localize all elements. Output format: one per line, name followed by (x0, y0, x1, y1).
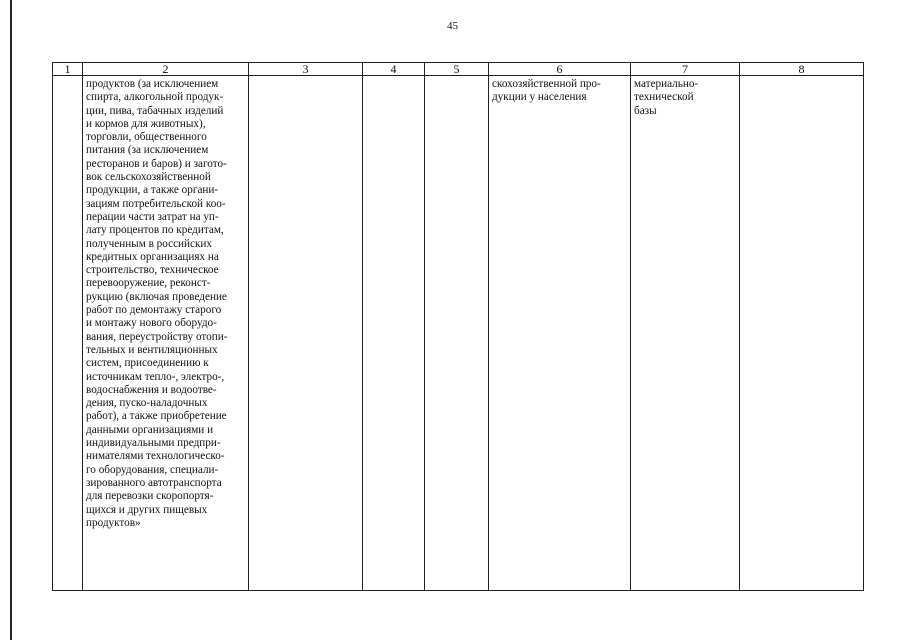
cell-col-8-text (740, 76, 863, 78)
cell-col-1-text (53, 76, 82, 78)
table-header-row (53, 63, 864, 76)
scan-edge-line (10, 0, 12, 640)
column-header-4: 4 (363, 63, 425, 76)
column-header-8: 8 (740, 63, 864, 76)
cell-col-3-text (249, 76, 362, 78)
column-header-1: 1 (53, 63, 83, 76)
cell-col-4-text (363, 76, 424, 78)
cell-col-8 (740, 76, 864, 591)
column-header-3: 3 (249, 63, 363, 76)
cell-col-5 (425, 76, 489, 591)
table-row (53, 76, 864, 591)
cell-col-6 (489, 76, 631, 591)
cell-col-3 (249, 76, 363, 591)
cell-col-2-text: продуктов (за исключением спирта, алкогольной продук- ции, пива, табачных изделий и кормов для животных), торговли, общественного питания (за исключением ресторанов и баров) и загото- вок сельскохозяйственной продукции, а также органи- зациям потребительской коо- перации части затрат на уп- лату процентов по кредитам, полученным в российских кредитных организациях на строительство, техническое перевооружение, реконст- рукцию (включая проведение работ по демонтажу старого и монтажу нового оборудо- вания, переустройству отопи- тельных и вентиляционных систем, присоединению к источникам тепло-, электро-, водоснабжения и водоотве- дения, пуско-наладочных работ), а также приобретение данными организациями и индивидуальными предпри- нимателями технологическо- го оборудования, специали- зированного автотранспорта для перевозки скоропортя- щихся и других пищевых продуктов» (86, 78, 228, 529)
cell-col-1 (53, 76, 83, 591)
page-number: 45 (447, 20, 458, 32)
column-header-7: 7 (631, 63, 740, 76)
cell-col-2 (83, 76, 249, 591)
column-header-2: 2 (83, 63, 249, 76)
cell-col-4 (363, 76, 425, 591)
cell-col-7-text: материально- технической базы (634, 78, 699, 117)
cell-col-7 (631, 76, 740, 591)
column-header-5: 5 (425, 63, 489, 76)
cell-col-6-text: скохозяйственной про- дукции у населения (492, 78, 601, 104)
column-header-6: 6 (489, 63, 631, 76)
document-table (52, 62, 864, 591)
cell-col-5-text (425, 76, 488, 78)
